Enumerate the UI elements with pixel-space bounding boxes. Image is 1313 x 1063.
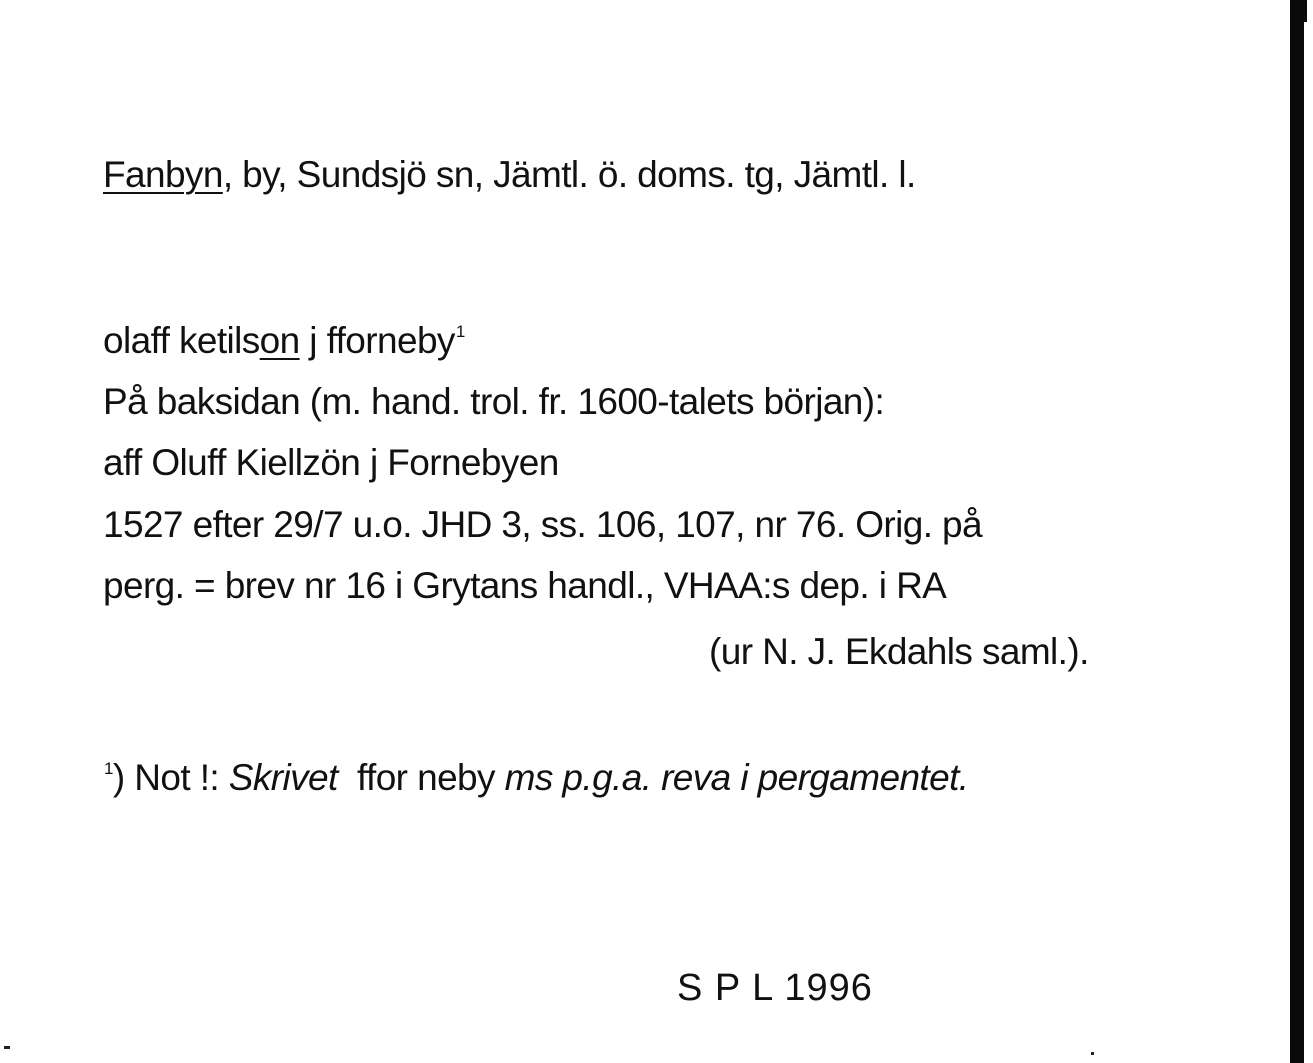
entry-text: olaff ketils [103,320,260,361]
footnote-label: ) Not !: [112,757,229,798]
footnote [103,756,968,807]
scan-speck [4,1046,10,1049]
card-heading [103,153,916,197]
entry-line: aff Oluff Kiellzön j Fornebyen [103,442,559,483]
scan-speck [1091,1052,1094,1055]
entry-line [103,319,465,370]
entry-text: j fforneby [299,320,455,361]
entry-line: På baksidan (m. hand. trol. fr. 1600-talets början): [103,381,885,422]
footnote-marker: 1 [104,759,113,778]
footnote-italic: ms p.g.a. reva i pergamentet. [504,757,969,798]
card-edge-mark [1301,0,1307,22]
card-right-edge [1290,0,1304,1063]
footnote-text: ffor neby [337,757,505,798]
entry-line: 1527 efter 29/7 u.o. JHD 3, ss. 106, 107, nr 76. Orig. på [103,504,983,545]
place-name: Fanbyn [103,154,223,195]
entry-text-underlined: on [259,320,300,361]
place-description: , by, Sundsjö sn, Jämtl. ö. doms. tg, Jämtl. l. [222,154,916,195]
signature: S P L 1996 [677,967,873,1009]
source-note: (ur N. J. Ekdahls saml.). [709,631,1089,672]
footnote-ref: 1 [455,322,465,341]
footnote-italic: Skrivet [228,757,338,798]
entry-line: perg. = brev nr 16 i Grytans handl., VHAA:s dep. i RA [103,565,947,606]
